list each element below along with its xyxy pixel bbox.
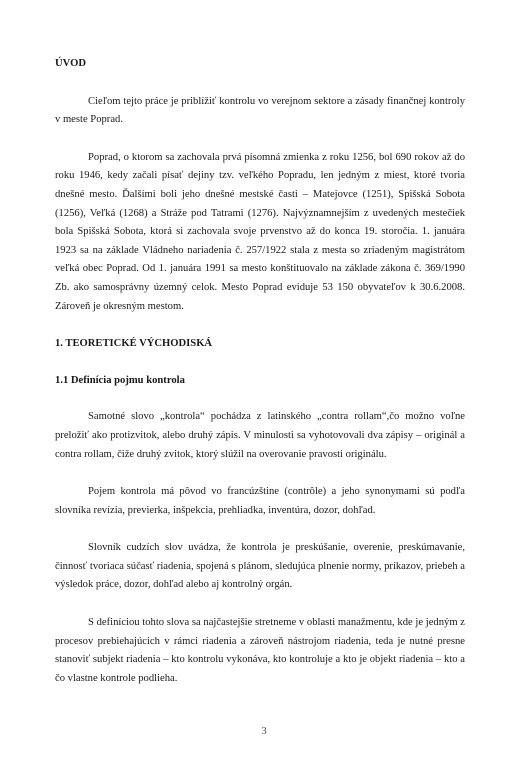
page-number: 3 <box>261 726 267 737</box>
intro-paragraph-2: Poprad, o ktorom sa zachovala prvá písomná zmienka z roku 1256, bol 690 rokov až do roku 1946, kedy začali písať dejiny tzv. veľkého Popradu, len jedným z miest, ktoré tvoria dnešné mesto. Ďalšími boli jeho dnešné mestské časti – Matejovce (1251), Spišská Sobota (1256), Veľká (1268) a Stráže pod Tatrami (1276). Najvýznamnejším z uvedených mestečiek bola Spišská Sobota, ktorá si zachovala svoje prvenstvo až do konca 19. storočia. 1. januára 1923 sa na základe Vládneho nariadenia č. 257/1922 stala z mesta so zriadeným magistrátom veľká obec Poprad. Od 1. januára 1991 sa mesto konštituovalo na základe zákona č. 369/1990 Zb. ako samosprávny územný celok. Mesto Poprad eviduje 53 150 obyvateľov k 30.6.2008. Zároveň je okresným mestom. <box>55 151 465 312</box>
section-paragraph-1: Samotné slovo „kontrola“ pochádza z latinského „contra rollam“,čo možno voľne preložiť ako protizvitok, alebo druhý zápis. V minulosti sa vyhotovovali dva zápisy – originál a contra rollam, čiže druhý zvitok, ktorý slúžil na overovanie pravosti originálu. <box>55 411 465 460</box>
chapter-heading: 1. TEORETICKÉ VÝCHODISKÁ <box>55 338 213 350</box>
section-paragraph-2: Pojem kontrola má pôvod vo francúzštine (contrôle) a jeho synonymami sú podľa slovníka revízia, previerka, inšpekcia, prehliadka, inventúra, dozor, dohľad. <box>55 486 465 516</box>
section-heading: 1.1 Definícia pojmu kontrola <box>55 374 185 386</box>
section-paragraph-4: S definíciou tohto slova sa najčastejšie stretneme v oblasti manažmentu, kde je jedným z procesov prebiehajúcich v rámci riadenia a zároveň nástrojom riadenia, teda je nutné presne stanoviť subjekt riadenia – kto kontrolu vykonáva, kto kontroluje a kto je objekt riadenia – kto a čo vlastne kontrole podlieha. <box>55 617 465 684</box>
page-content <box>55 55 465 688</box>
section-paragraph-3: Slovník cudzích slov uvádza, že kontrola je preskúšanie, overenie, preskúmavanie, činnosť tvoriaca súčasť riadenia, spojená s plánom, sledujúca plnenie normy, príkazov, priebeh a výsledok práce, dozor, dohľad alebo aj kontrolný orgán. <box>55 542 465 591</box>
intro-heading: ÚVOD <box>55 58 86 69</box>
intro-paragraph-1: Cieľom tejto práce je priblížiť kontrolu vo verejnom sektore a zásady finančnej kontroly v meste Poprad. <box>55 95 465 126</box>
